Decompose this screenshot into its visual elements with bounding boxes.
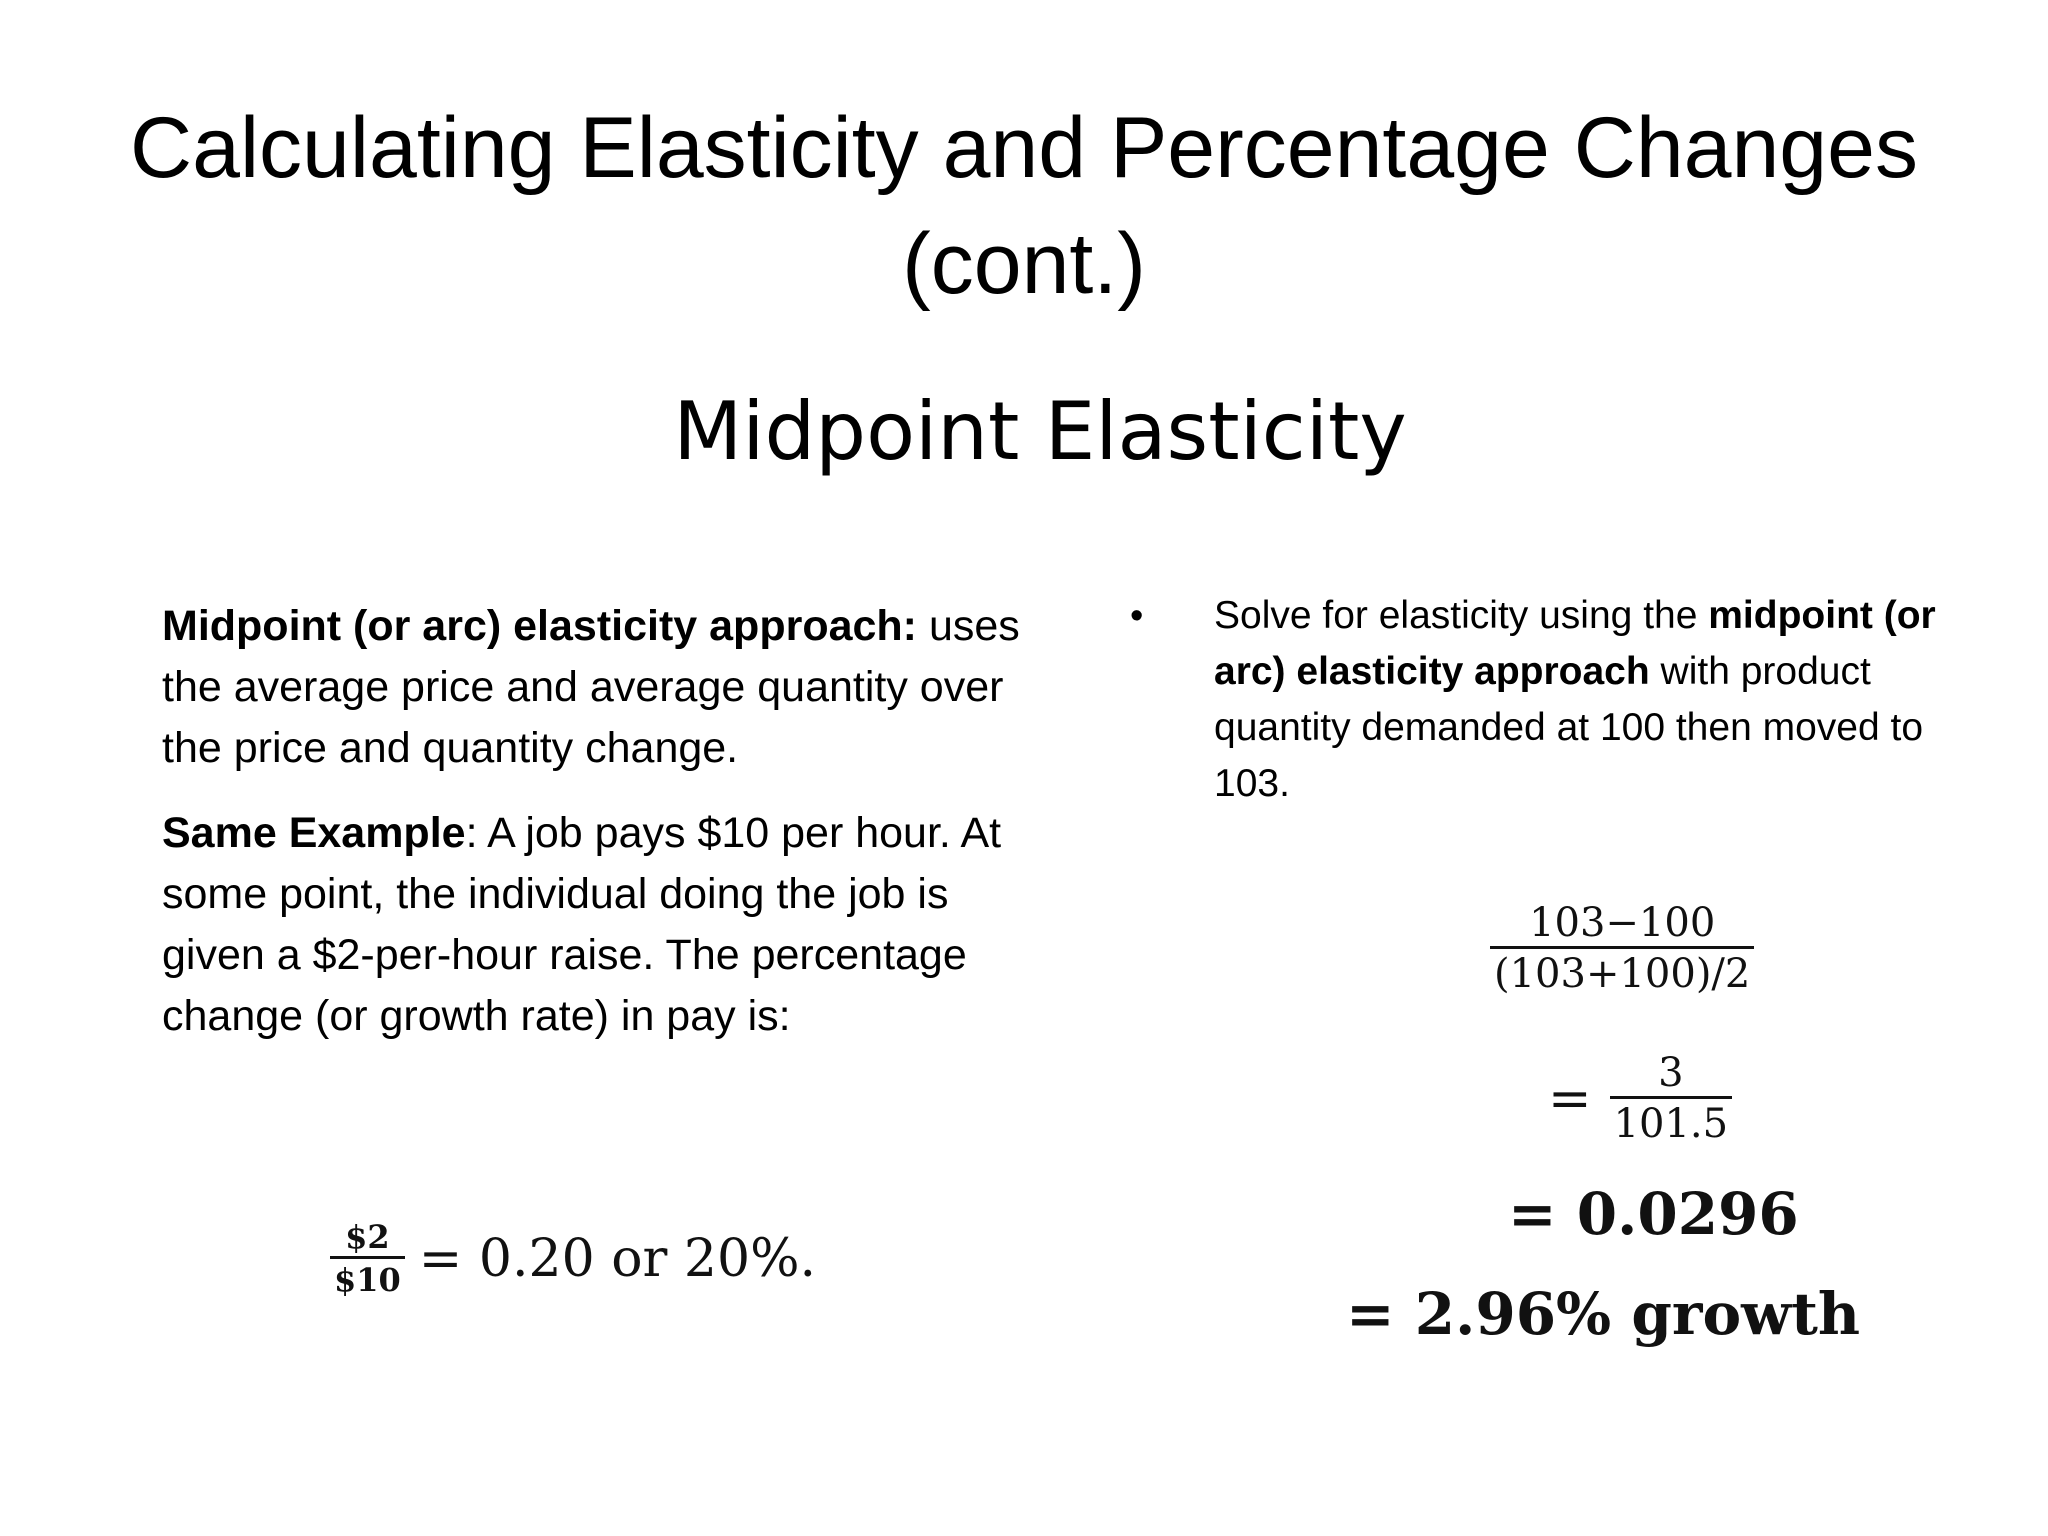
fraction-denominator: $10	[330, 1256, 405, 1299]
bullet-icon: •	[1130, 595, 1144, 637]
fraction-numerator: $2	[345, 1218, 390, 1256]
example-text: : A job pays $10 per hour. At some point, the individual doing the job is given a $2-per-hour raise. The percentage change (or growth rate) in pay is:	[162, 809, 1002, 1040]
slide-title-line-1: Calculating Elasticity and Percentage Changes	[130, 100, 1918, 196]
midpoint-formula-step-3: = 0.0296	[1508, 1180, 1799, 1248]
equals-sign: =	[1548, 1068, 1592, 1129]
bullet-text	[1214, 588, 1940, 812]
simplified-denominator: 101.5	[1610, 1096, 1733, 1147]
bullet-text-end: with product quantity demanded at 100 then moved to 103.	[1214, 650, 1924, 805]
definition-paragraph	[162, 596, 1022, 779]
midpoint-denominator: (103+100)/2	[1490, 946, 1754, 997]
slide-title	[60, 90, 1988, 322]
midpoint-formula-step-1	[1490, 900, 1754, 997]
left-column	[162, 596, 1022, 1071]
example-term: Same Example	[162, 809, 466, 857]
simplified-fraction	[1610, 1050, 1733, 1147]
slide-subtitle: Midpoint Elasticity	[673, 385, 1407, 478]
pay-growth-fraction	[330, 1218, 405, 1299]
midpoint-formula-step-4: = 2.96% growth	[1346, 1280, 1861, 1348]
bullet-text-bold: midpoint (or arc) elasticity approach	[1214, 594, 1936, 693]
midpoint-fraction	[1490, 900, 1754, 997]
midpoint-formula-step-2	[1548, 1050, 1732, 1147]
midpoint-numerator: 103−100	[1529, 900, 1716, 946]
pay-growth-result: = 0.20 or 20%.	[418, 1228, 817, 1289]
bullet-text-start: Solve for elasticity using the	[1214, 594, 1709, 637]
pay-growth-formula	[330, 1218, 816, 1299]
example-paragraph	[162, 803, 1022, 1047]
slide-title-line-2: (cont.)	[902, 216, 1146, 312]
right-column	[1130, 588, 1940, 812]
simplified-numerator: 3	[1658, 1050, 1684, 1096]
definition-text: uses the average price and average quantity over the price and quantity change.	[162, 602, 1020, 772]
definition-term: Midpoint (or arc) elasticity approach:	[162, 602, 917, 650]
